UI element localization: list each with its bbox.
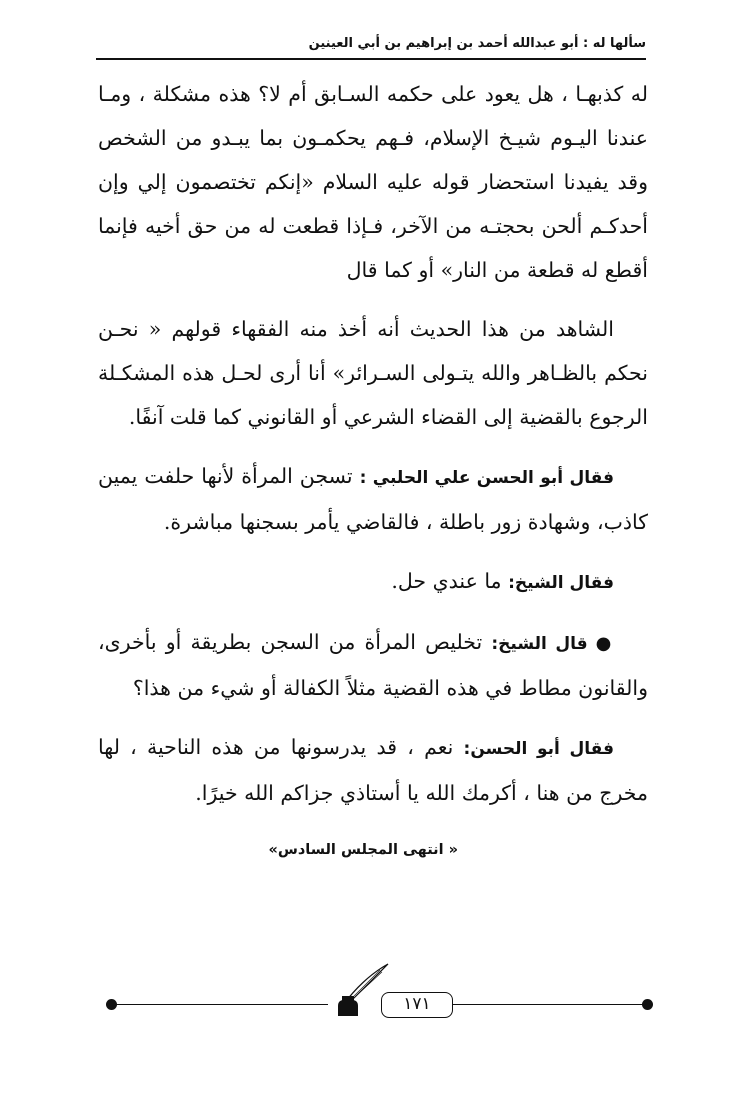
speaker-label: فقال أبو الحسن علي الحلبي :	[359, 468, 614, 488]
paragraph-1: له كذبهـا ، هل يعود على حكمه السـابق أم لا؟ هذه مشكلة ، ومـا عندنا اليـوم شيـخ الإسلام، فـهم يحكمـون بما يبـدو من الشخص وقد يفيدنا استحضار قوله عليه السلام «إنكم تختصمون إلي وإن أحدكـم ألحن بحجتـه من الآخر، فـإذا قطعت له من حق أخيه فإنما أقطع له قطعة من النار» أو كما قال	[98, 82, 648, 282]
speech-text: تخليص المرأة من السجن بطريقة أو بأخرى، والقانون مطاط في هذه القضية مثلاً الكفالة أو شيء من هذا؟	[98, 630, 648, 700]
speaker-label: فقال أبو الحسن:	[463, 739, 614, 759]
footer-rule-left	[110, 1004, 328, 1005]
speech-text: تسجن المرأة لأنها حلفت يمين كاذب، وشهادة زور باطلة ، فالقاضي يأمر بسجنها مباشرة.	[98, 464, 648, 534]
speech-text: ما عندي حل.	[391, 569, 502, 593]
paragraph-6	[98, 725, 648, 815]
session-end-note: « انتهى المجلس السادس»	[268, 842, 458, 858]
page-number: ١٧١	[381, 992, 453, 1018]
paragraph-3	[98, 454, 648, 544]
running-header: سألها له : أبو عبدالله أحمد بن إبراهيم بن أبي العينين	[308, 36, 646, 51]
paragraph-5	[98, 620, 648, 710]
page-body	[98, 72, 648, 870]
footer-dot-icon	[642, 999, 653, 1010]
page-footer	[0, 990, 748, 1030]
bullet-icon: ●	[595, 633, 614, 654]
footer-rule-right	[452, 1004, 648, 1005]
speaker-label: فقال الشيخ:	[508, 573, 614, 593]
paragraph-4	[98, 559, 648, 605]
speech-text: نعم ، قد يدرسونها من هذه الناحية ، لها مخرج من هنا ، أكرمك الله يا أستاذي جزاكم الله خيرًا.	[98, 735, 648, 805]
speaker-label: قال الشيخ:	[491, 634, 588, 654]
header-rule	[96, 58, 646, 60]
paragraph-2: الشاهد من هذا الحديث أنه أخذ منه الفقهاء قولهم « نحـن نحكم بالظـاهر والله يتـولى السـرائر» أنا أرى لحـل هذه المشكـلة الرجوع بالقضية إلى القضاء الشرعي أو القانوني كما قلت آنفًا.	[98, 317, 648, 429]
